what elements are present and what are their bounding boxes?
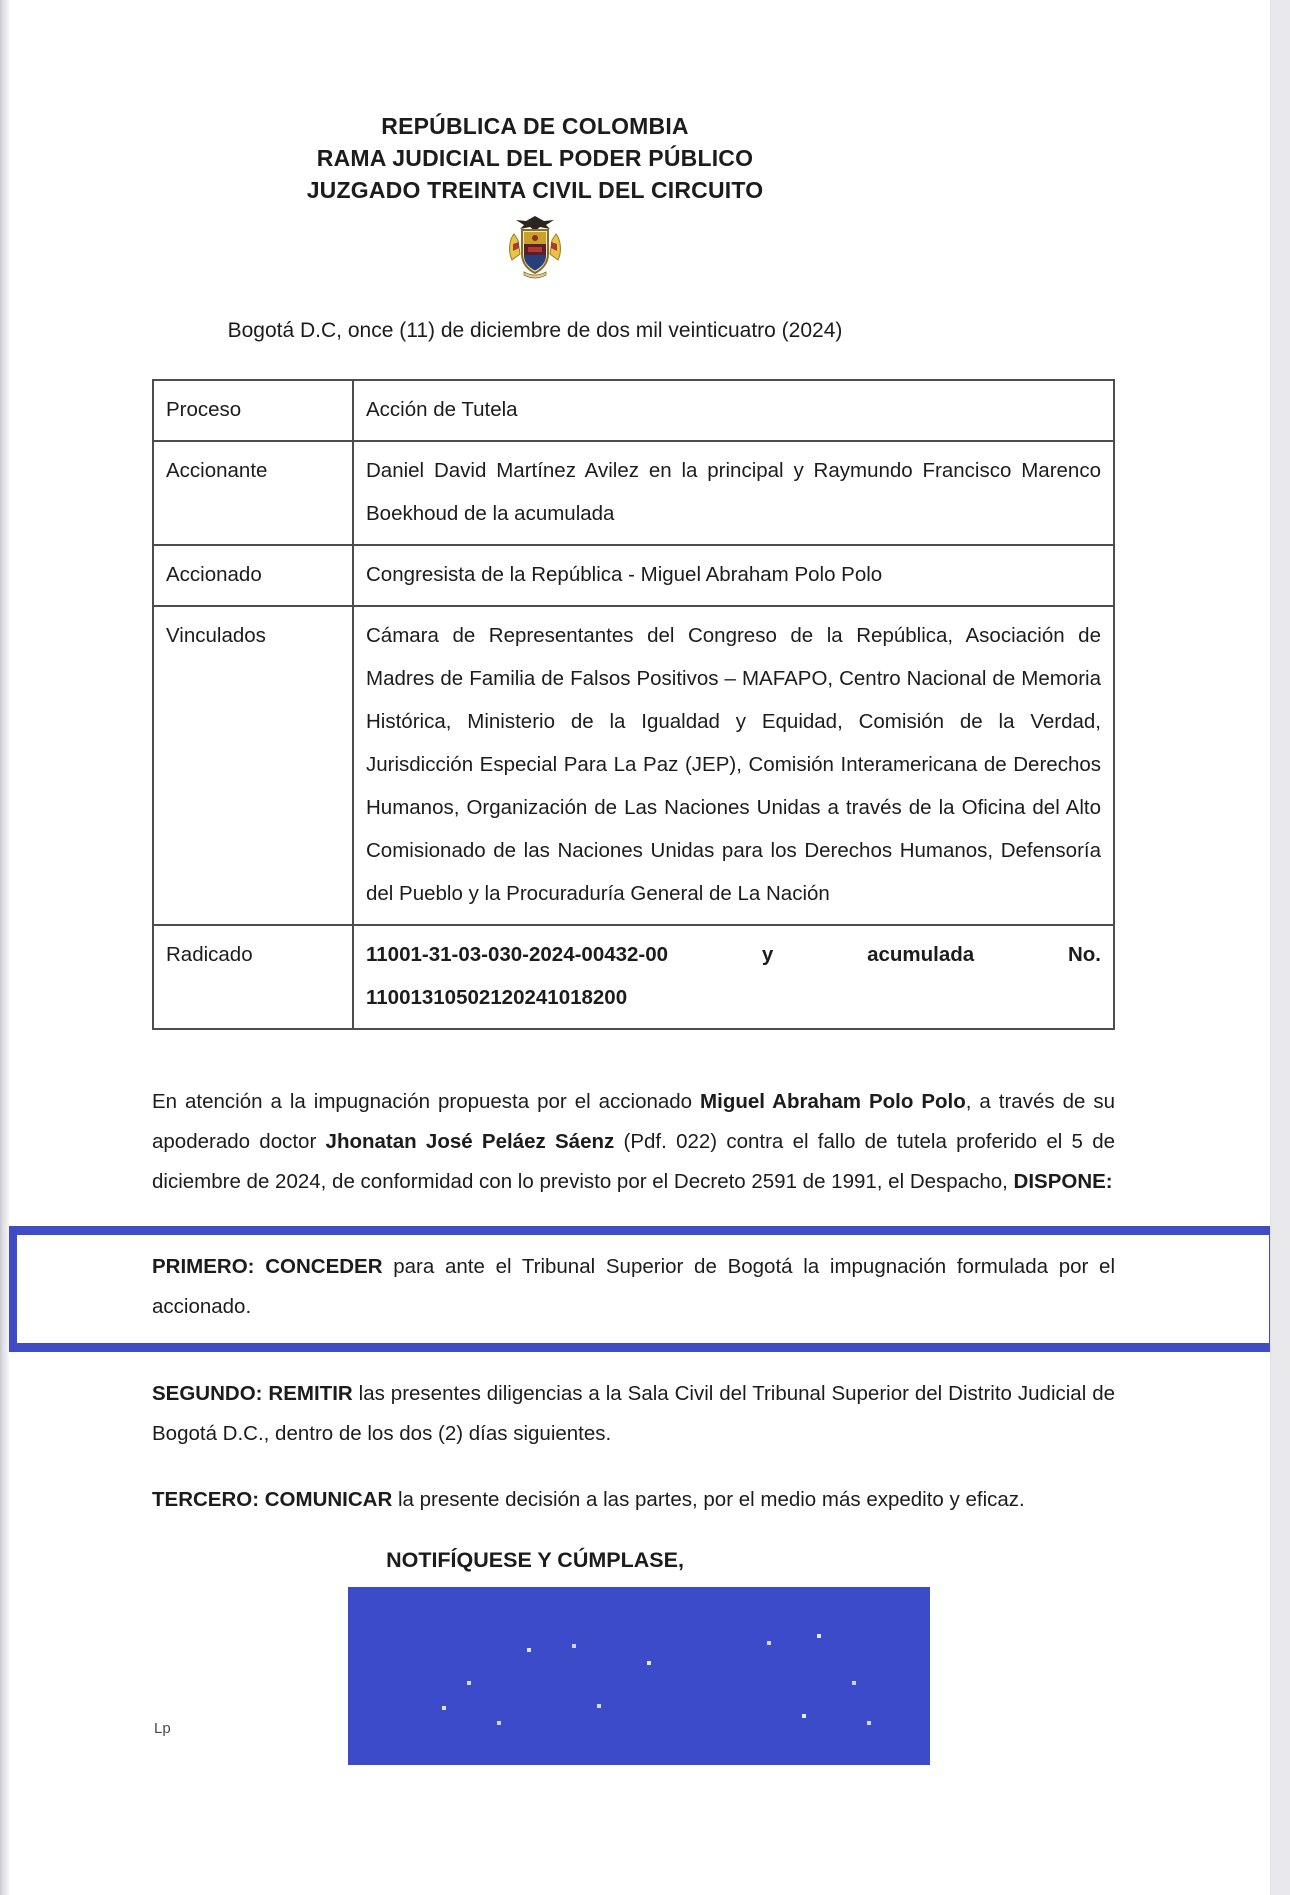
table-row-radicado bbox=[153, 925, 1114, 1029]
notify-heading: NOTIFÍQUESE Y CÚMPLASE, bbox=[386, 1548, 684, 1572]
scan-edge-right bbox=[1270, 0, 1290, 1895]
row-value: Congresista de la República - Miguel Abraham Polo Polo bbox=[353, 545, 1114, 606]
highlighted-order-box bbox=[8, 1226, 1278, 1352]
date-line: Bogotá D.C, once (11) de diciembre de dos mil veinticuatro (2024) bbox=[227, 319, 843, 342]
header-republic: REPÚBLICA DE COLOMBIA bbox=[381, 113, 689, 139]
row-value: Daniel David Martínez Avilez en la principal y Raymundo Francisco Marenco Boekhoud de la acumulada bbox=[353, 441, 1114, 545]
crest-container bbox=[0, 214, 1070, 285]
table-row-accionante bbox=[153, 441, 1114, 545]
row-label: Radicado bbox=[153, 925, 353, 1029]
table-row-accionado bbox=[153, 545, 1114, 606]
colombia-coat-of-arms-icon bbox=[506, 214, 564, 280]
row-value: Cámara de Representantes del Congreso de la República, Asociación de Madres de Familia de Falsos Positivos – MAFAPO, Centro Nacional de Memoria Histórica, Ministerio de la Igualdad y Equidad, Comisión de la Verdad, Jurisdicción Especial Para La Paz (JEP), Comisión Interamericana de Derechos Humanos, Organización de Las Naciones Unidas a través de la Oficina del Alto Comisionado de las Naciones Unidas para los Derechos Humanos, Defensoría del Pueblo y la Procuraduría General de La Nación bbox=[353, 606, 1114, 925]
court-header bbox=[0, 110, 1070, 206]
footer-initials: Lp bbox=[154, 1720, 171, 1737]
order-tercero: TERCERO: COMUNICAR la presente decisión a las partes, por el medio más expedito y eficaz. bbox=[152, 1488, 1025, 1511]
table-row-vinculados bbox=[153, 606, 1114, 925]
signature-redaction bbox=[348, 1587, 930, 1765]
case-summary-table bbox=[152, 379, 1115, 1030]
row-label: Accionante bbox=[153, 441, 353, 545]
order-segundo: SEGUNDO: REMITIR las presentes diligencias a la Sala Civil del Tribunal Superior del Distrito Judicial de Bogotá D.C., dentro de los dos (2) días siguientes. bbox=[152, 1382, 1115, 1445]
row-value: Acción de Tutela bbox=[353, 380, 1114, 441]
row-value: 11001-31-03-030-2024-00432-00 y acumulada No. 11001310502120241018200 bbox=[353, 925, 1114, 1029]
header-branch: RAMA JUDICIAL DEL PODER PÚBLICO bbox=[316, 145, 754, 171]
row-label: Proceso bbox=[153, 380, 353, 441]
order-primero: PRIMERO: CONCEDER para ante el Tribunal Superior de Bogotá la impugnación formulada por el accionado. bbox=[152, 1255, 1115, 1318]
intro-paragraph: En atención a la impugnación propuesta por el accionado Miguel Abraham Polo Polo, a través de su apoderado doctor Jhonatan José Peláez Sáenz (Pdf. 022) contra el fallo de tutela proferido el 5 de diciembre de 2024, de conformidad con lo previsto por el Decreto 2591 de 1991, el Despacho, DISPONE: bbox=[152, 1090, 1115, 1193]
row-label: Vinculados bbox=[153, 606, 353, 925]
row-label: Accionado bbox=[153, 545, 353, 606]
scan-edge-left bbox=[0, 0, 9, 1895]
table-row-proceso bbox=[153, 380, 1114, 441]
header-court: JUZGADO TREINTA CIVIL DEL CIRCUITO bbox=[306, 177, 764, 203]
